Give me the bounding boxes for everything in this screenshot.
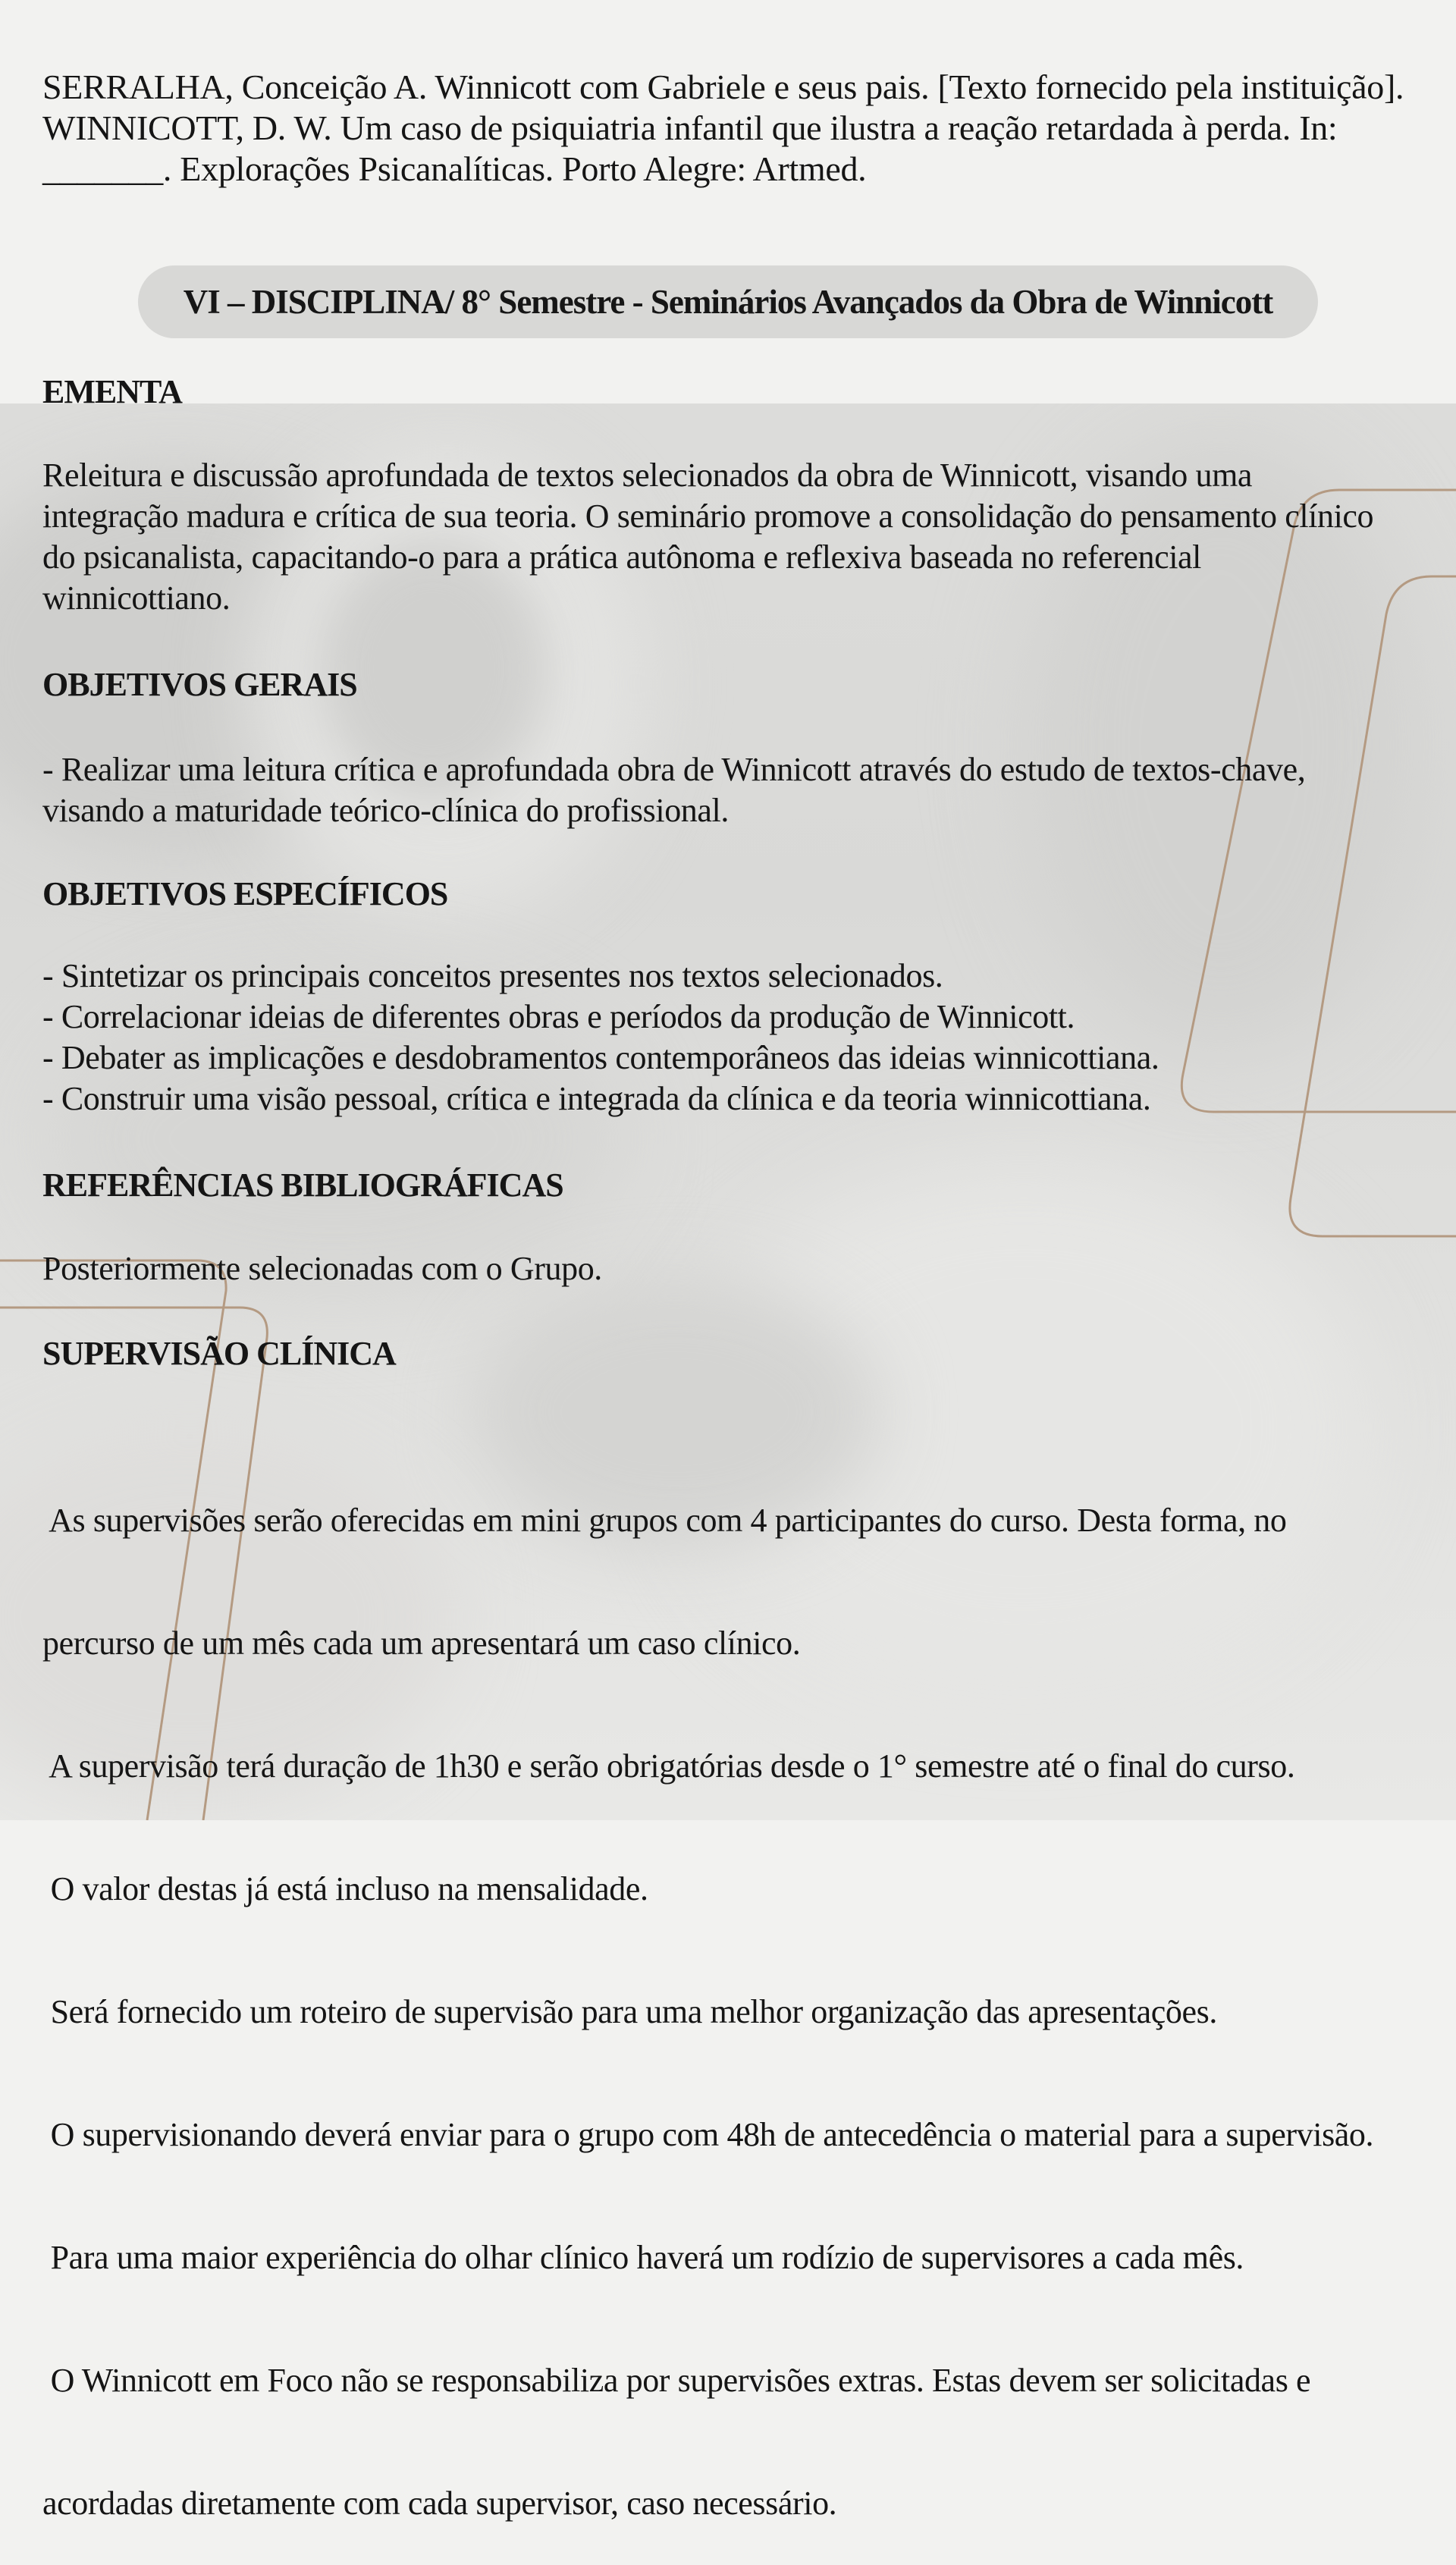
- objetivos-especificos-heading: OBJETIVOS ESPECÍFICOS: [42, 875, 448, 912]
- ementa-line: Releitura e discussão aprofundada de textos selecionados da obra de Winnicott, visando uma: [42, 457, 1253, 494]
- supervisao-line: A supervisão terá duração de 1h30 e serão obrigatórias desde o 1° semestre até o final do curso.: [42, 1747, 1295, 1785]
- objetivos-especificos-line: - Correlacionar ideias de diferentes obras e períodos da produção de Winnicott.: [42, 998, 1075, 1035]
- reference-line: _______. Explorações Psicanalíticas. Porto Alegre: Artmed.: [42, 149, 867, 188]
- referencias-section: [42, 1165, 1430, 1206]
- objetivos-especificos-line: - Debater as implicações e desdobramentos contemporâneos das ideias winnicottiana.: [42, 1039, 1159, 1076]
- supervisao-line: Será fornecido um roteiro de supervisão para uma melhor organização das apresentações.: [42, 1993, 1217, 2030]
- supervisao-body: [42, 1418, 1430, 2565]
- supervisao-line: O valor destas já está incluso na mensalidade.: [42, 1870, 648, 1907]
- discipline-title: VI – DISCIPLINA/ 8° Semestre - Seminários Avançados da Obra de Winnicott: [183, 283, 1273, 321]
- ementa-section: [42, 372, 1430, 413]
- objetivos-especificos-line: - Construir uma visão pessoal, crítica e integrada da clínica e da teoria winnicottiana.: [42, 1080, 1151, 1117]
- supervisao-line: O Winnicott em Foco não se responsabiliza por supervisões extras. Estas devem ser solicitadas e: [42, 2362, 1311, 2399]
- discipline-title-pill: [138, 265, 1318, 338]
- objetivos-gerais-body: [42, 749, 1430, 831]
- objetivos-gerais-heading: OBJETIVOS GERAIS: [42, 666, 357, 703]
- ementa-line: winnicottiano.: [42, 579, 231, 617]
- ementa-line: integração madura e crítica de sua teoria. O seminário promove a consolidação do pensamento clínico: [42, 498, 1374, 535]
- supervisao-line: O supervisionando deverá enviar para o grupo com 48h de antecedência o material para a supervisão.: [42, 2116, 1374, 2153]
- supervisao-line: Para uma maior experiência do olhar clínico haverá um rodízio de supervisores a cada mês.: [42, 2239, 1244, 2276]
- referencias-heading: REFERÊNCIAS BIBLIOGRÁFICAS: [42, 1166, 563, 1204]
- supervisao-section: [42, 1333, 1430, 1374]
- objetivos-especificos-line: - Sintetizar os principais conceitos presentes nos textos selecionados.: [42, 957, 943, 994]
- reference-line: SERRALHA, Conceição A. Winnicott com Gabriele e seus pais. [Texto fornecido pela instituição].: [42, 68, 1404, 106]
- ementa-body: [42, 455, 1430, 619]
- objetivos-especificos-section: [42, 874, 1430, 915]
- referencias-body: [42, 1248, 1430, 1289]
- ementa-heading: EMENTA: [42, 373, 182, 410]
- ementa-line: do psicanalista, capacitando-o para a prática autônoma e reflexiva baseada no referencial: [42, 538, 1202, 576]
- reference-list: [42, 67, 1423, 190]
- supervisao-line: percurso de um mês cada um apresentará um caso clínico.: [42, 1625, 801, 1662]
- referencias-line: Posteriormente selecionadas com o Grupo.: [42, 1250, 602, 1287]
- objetivos-gerais-line: visando a maturidade teórico-clínica do profissional.: [42, 792, 729, 829]
- reference-line: WINNICOTT, D. W. Um caso de psiquiatria infantil que ilustra a reação retardada à perda. In:: [42, 108, 1338, 147]
- supervisao-heading: SUPERVISÃO CLÍNICA: [42, 1335, 396, 1372]
- objetivos-gerais-line: - Realizar uma leitura crítica e aprofundada obra de Winnicott através do estudo de textos-chave,: [42, 751, 1306, 788]
- objetivos-especificos-body: [42, 956, 1430, 1119]
- supervisao-line: As supervisões serão oferecidas em mini grupos com 4 participantes do curso. Desta forma, no: [42, 1502, 1287, 1539]
- supervisao-line: acordadas diretamente com cada supervisor, caso necessário.: [42, 2485, 837, 2522]
- objetivos-gerais-section: [42, 664, 1430, 705]
